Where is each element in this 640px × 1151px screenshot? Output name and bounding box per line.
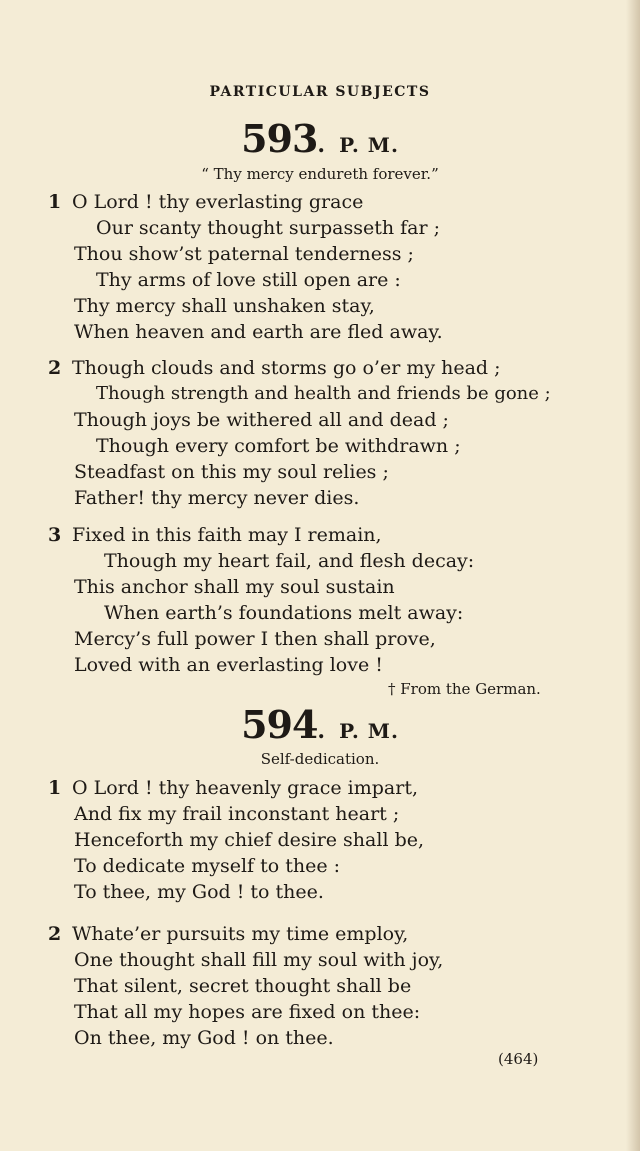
hymn-593-heading: 593. P. M. (241, 116, 399, 161)
hymn-593-subtitle: “ Thy mercy endureth forever.” (201, 165, 439, 183)
hymn-meter: P. M. (339, 133, 399, 157)
verse-line: Steadfast on this my soul relies ; (74, 461, 389, 483)
verse-line: That all my hopes are fixed on thee: (74, 1001, 421, 1023)
verse-line: Our scanty thought surpasseth far ; (96, 217, 441, 239)
verse-line: Loved with an everlasting love ! (74, 654, 383, 676)
hymn-meter: P. M. (339, 719, 399, 743)
stanza-number: 2 (48, 923, 62, 945)
running-header: PARTICULAR SUBJECTS (209, 84, 431, 100)
verse-line: This anchor shall my soul sustain (74, 576, 395, 598)
verse-line: Though strength and health and friends be gone ; (96, 383, 551, 404)
verse-line: And fix my frail inconstant heart ; (74, 803, 400, 825)
verse-line: Father! thy mercy never dies. (74, 487, 360, 509)
verse-line: Thy arms of love still open are : (96, 269, 401, 291)
stanza-number: 1 (48, 777, 62, 799)
verse-line: One thought shall fill my soul with joy, (74, 949, 444, 971)
verse-line: Though my heart fail, and flesh decay: (104, 550, 475, 572)
verse-line: That silent, secret thought shall be (74, 975, 412, 997)
hymn-594-subtitle: Self-dedication. (260, 750, 380, 768)
hymn-number: 594 (241, 702, 318, 747)
verse-line: Though clouds and storms go o’er my head ; (72, 357, 501, 379)
verse-line: When heaven and earth are fled away. (74, 321, 443, 343)
verse-line: Though joys be withered all and dead ; (74, 409, 449, 431)
stanza-number: 2 (48, 357, 62, 379)
verse-line: When earth’s foundations melt away: (104, 602, 464, 624)
verse-line: Thou show’st paternal tenderness ; (74, 243, 414, 265)
page-number: (464) (498, 1050, 539, 1068)
hymn-594-heading: 594. P. M. (241, 702, 399, 747)
verse-line: Whate’er pursuits my time employ, (72, 923, 409, 945)
verse-line: Thy mercy shall unshaken stay, (74, 295, 375, 317)
stanza-number: 3 (48, 524, 62, 546)
verse-line: Though every comfort be withdrawn ; (96, 435, 461, 457)
verse-line: O Lord ! thy heavenly grace impart, (72, 777, 418, 799)
attribution: † From the German. (388, 680, 541, 698)
verse-line: Fixed in this faith may I remain, (72, 524, 382, 546)
verse-line: Henceforth my chief desire shall be, (74, 829, 425, 851)
hymn-number: 593 (241, 116, 318, 161)
verse-line: To thee, my God ! to thee. (74, 881, 324, 903)
verse-line: Mercy’s full power I then shall prove, (74, 628, 436, 650)
verse-line: O Lord ! thy everlasting grace (72, 191, 364, 213)
verse-line: To dedicate myself to thee : (74, 855, 341, 877)
verse-line: On thee, my God ! on thee. (74, 1027, 334, 1049)
stanza-number: 1 (48, 191, 62, 213)
